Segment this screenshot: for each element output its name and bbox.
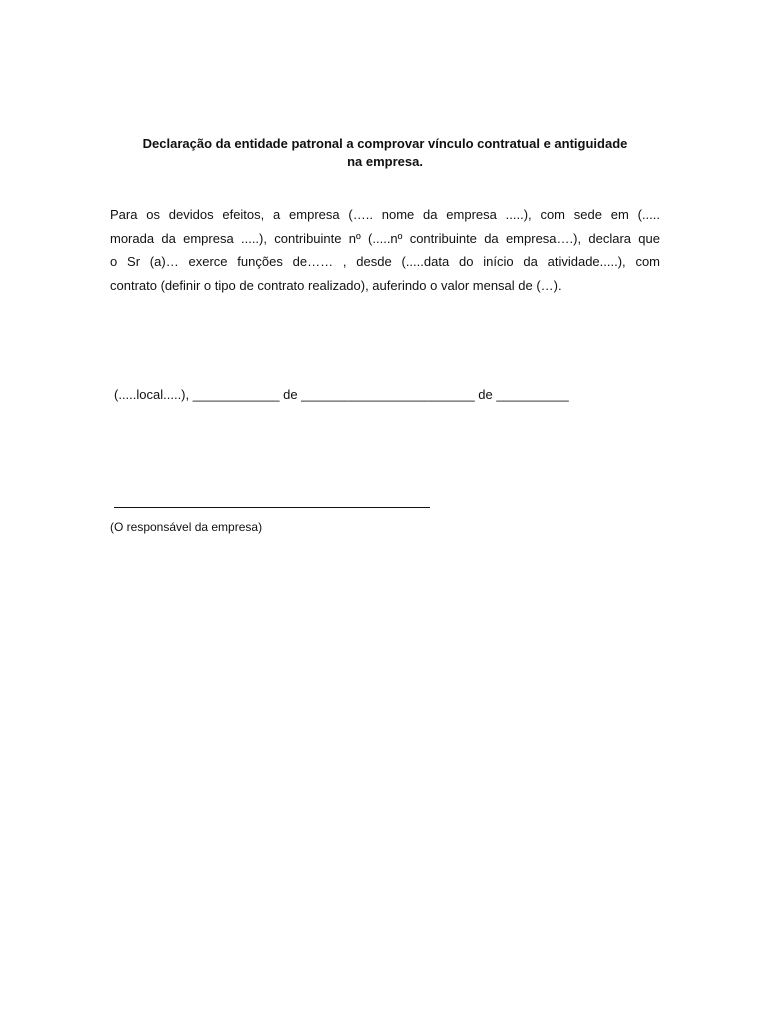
paragraph-line-4: contrato (definir o tipo de contrato realizado), auferindo o valor mensal de (…).: [110, 278, 562, 294]
declaration-paragraph: [110, 203, 660, 298]
document-title: [110, 135, 660, 171]
paragraph-line-2: morada da empresa .....), contribuinte nº (.....nº contribuinte da empresa….), declara que: [110, 230, 660, 246]
document-title-line-2: na empresa.: [347, 154, 423, 169]
paragraph-line-1: Para os devidos efeitos, a empresa (….. nome da empresa .....), com sede em (.....: [110, 207, 660, 222]
signature-line: [114, 507, 430, 508]
document-title-line-1: Declaração da entidade patronal a comprovar vínculo contratual e antiguidade: [142, 136, 628, 151]
paragraph-line-3: o Sr (a)… exerce funções de…… , desde (.....data do início da atividade.....), com: [110, 254, 660, 270]
signature-caption: (O responsável da empresa): [110, 520, 263, 534]
place-date-line: (.....local.....), ____________ de ________________________ de __________: [114, 387, 569, 402]
